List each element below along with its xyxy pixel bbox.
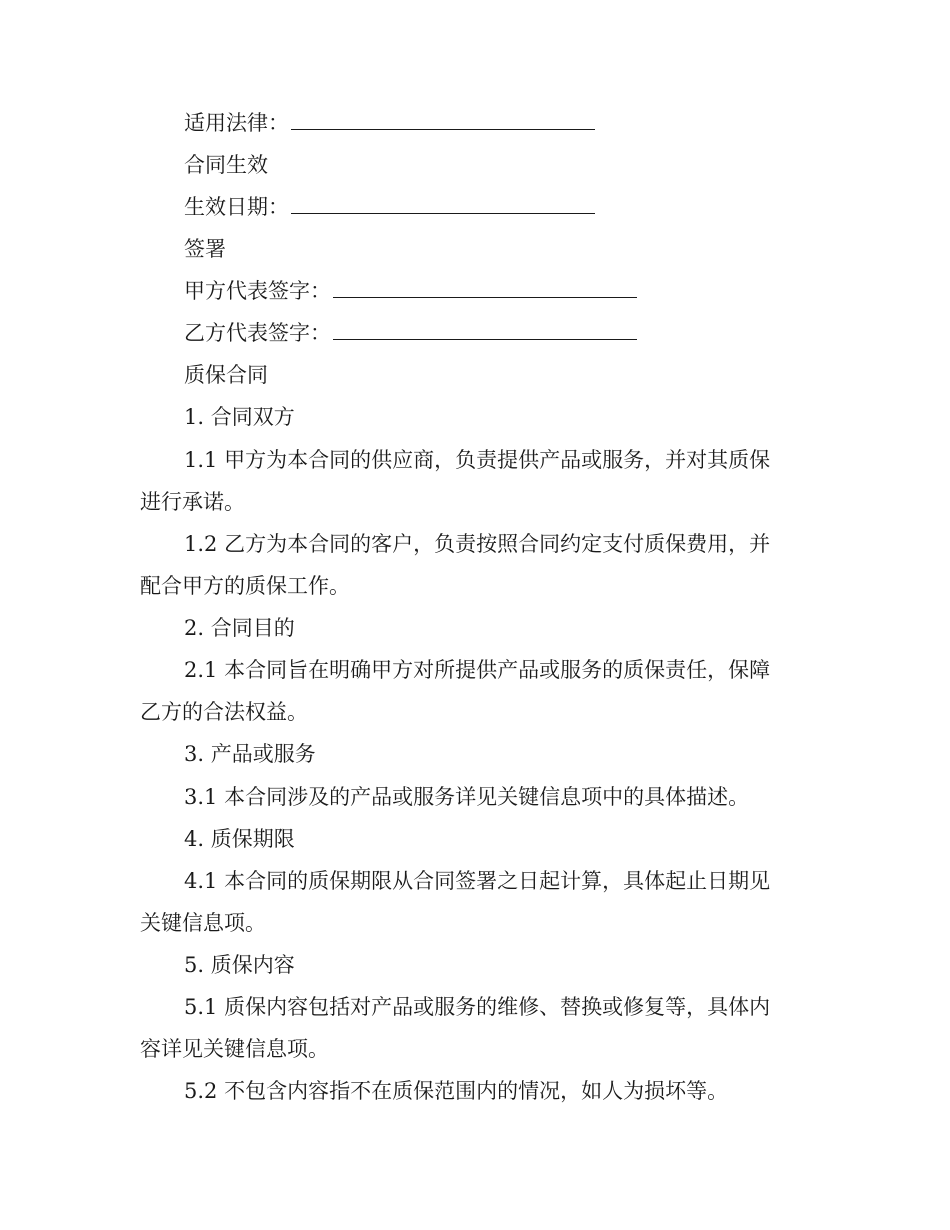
contract-title: 质保合同 (184, 363, 268, 387)
field-party-b-signature (184, 323, 637, 344)
clause-1-2-line-2: 配合甲方的质保工作。 (140, 574, 350, 598)
clause-5-1-line-2: 容详见关键信息项。 (140, 1037, 329, 1061)
section-3-title: 3. 产品或服务 (184, 742, 316, 766)
blank-line (333, 281, 637, 298)
clause-4-1-line-1: 4.1 本合同的质保期限从合同签署之日起计算，具体起止日期见 (184, 869, 771, 893)
clause-1-2-line-1: 1.2 乙方为本合同的客户，负责按照合同约定支付质保费用，并 (184, 532, 771, 556)
section-2-title: 2. 合同目的 (184, 616, 295, 640)
section-4-title: 4. 质保期限 (184, 827, 295, 851)
clause-2-1-line-2: 乙方的合法权益。 (140, 700, 308, 724)
clause-2-1-line-1: 2.1 本合同旨在明确甲方对所提供产品或服务的质保责任，保障 (184, 658, 771, 682)
field-label: 乙方代表签字： (184, 321, 331, 345)
blank-line (291, 197, 595, 214)
blank-line (333, 323, 637, 340)
clause-3-1: 3.1 本合同涉及的产品或服务详见关键信息项中的具体描述。 (184, 785, 750, 809)
clause-4-1-line-2: 关键信息项。 (140, 911, 266, 935)
section-5-title: 5. 质保内容 (184, 953, 295, 977)
clause-5-1-line-1: 5.1 质保内容包括对产品或服务的维修、替换或修复等，具体内 (184, 995, 771, 1019)
heading-signature: 签署 (184, 237, 226, 261)
field-label: 生效日期： (184, 195, 289, 219)
field-party-a-signature (184, 281, 637, 302)
clause-1-1-line-2: 进行承诺。 (140, 490, 245, 514)
field-applicable-law (184, 113, 595, 134)
section-1-title: 1. 合同双方 (184, 405, 295, 429)
field-label: 适用法律： (184, 111, 289, 135)
blank-line (291, 113, 595, 130)
clause-5-2: 5.2 不包含内容指不在质保范围内的情况，如人为损坏等。 (184, 1079, 729, 1103)
clause-1-1-line-1: 1.1 甲方为本合同的供应商，负责提供产品或服务，并对其质保 (184, 448, 771, 472)
heading-contract-effective: 合同生效 (184, 153, 268, 177)
field-effective-date (184, 197, 595, 218)
field-label: 甲方代表签字： (184, 279, 331, 303)
